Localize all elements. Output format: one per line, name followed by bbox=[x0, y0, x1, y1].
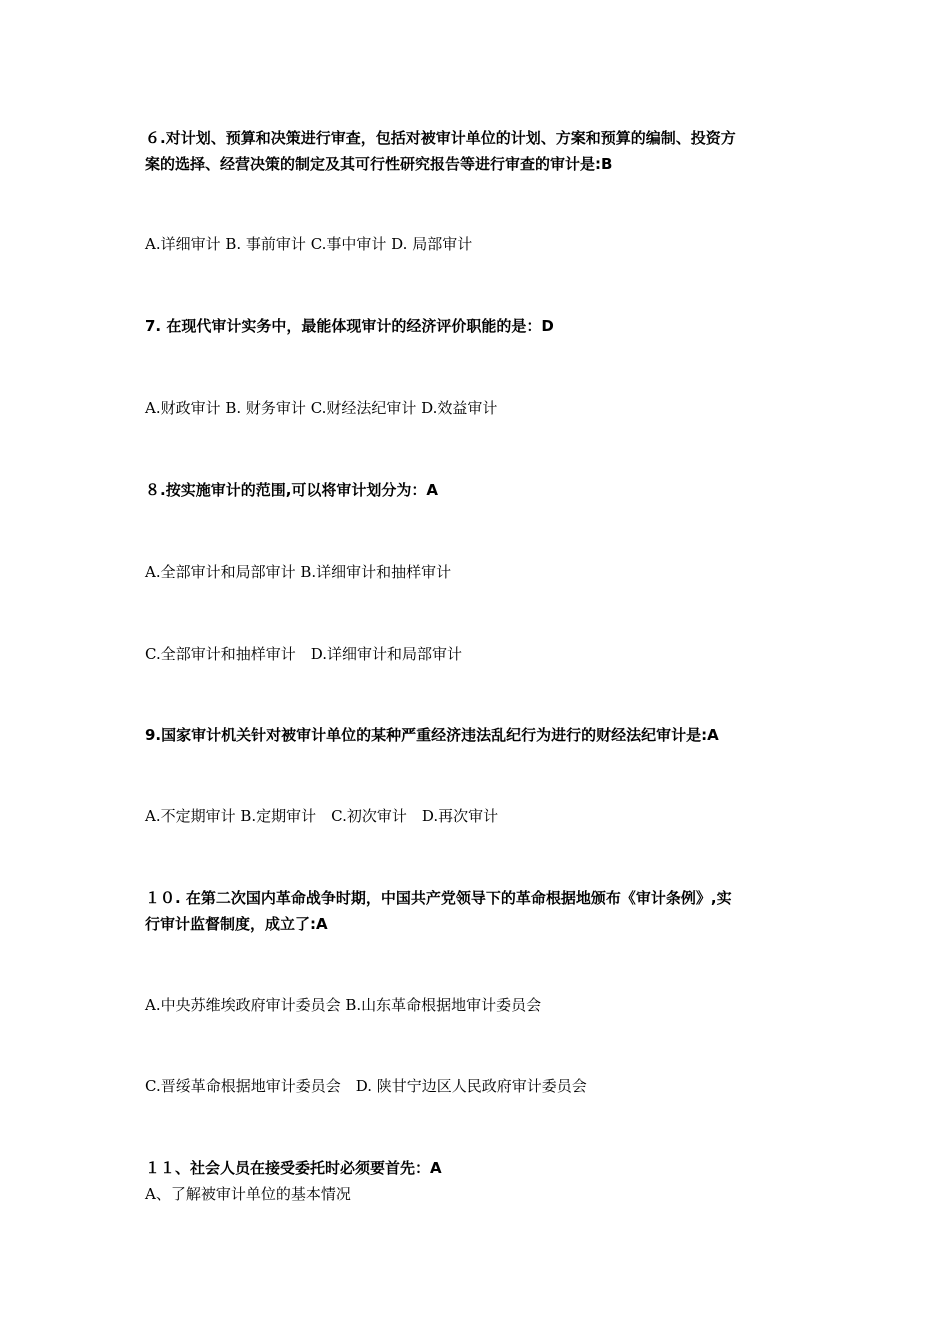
question-7: 7. 在现代审计实务中，最能体现审计的经济评价职能的是：D bbox=[145, 317, 554, 335]
question-10-options-a-b: A.中央苏维埃政府审计委员会 B.山东革命根据地审计委员会 bbox=[145, 996, 542, 1014]
question-11: １１、社会人员在接受委托时必须要首先：A bbox=[145, 1159, 442, 1177]
question-6-options: A.详细审计 B. 事前审计 C.事中审计 D. 局部审计 bbox=[145, 235, 473, 253]
question-11-option-a: A、了解被审计单位的基本情况 bbox=[145, 1185, 351, 1203]
question-10-line-2: 行审计监督制度，成立了:A bbox=[145, 915, 328, 933]
question-8-options-a-b: A.全部审计和局部审计 B.详细审计和抽样审计 bbox=[145, 563, 452, 581]
question-6-line-2: 案的选择、经营决策的制定及其可行性研究报告等进行审查的审计是:B bbox=[145, 155, 613, 173]
question-10-line-1: １０. 在第二次国内革命战争时期，中国共产党领导下的革命根据地颁布《审计条例》,实 bbox=[145, 889, 732, 907]
question-9: 9.国家审计机关针对被审计单位的某种严重经济违法乱纪行为进行的财经法纪审计是:A bbox=[145, 726, 719, 744]
question-8-options-c-d: C.全部审计和抽样审计 D.详细审计和局部审计 bbox=[145, 645, 462, 663]
question-7-options: A.财政审计 B. 财务审计 C.财经法纪审计 D.效益审计 bbox=[145, 399, 498, 417]
question-8: ８.按实施审计的范围,可以将审计划分为：A bbox=[145, 481, 439, 499]
question-10-options-c-d: C.晋绥革命根据地审计委员会 D. 陕甘宁边区人民政府审计委员会 bbox=[145, 1077, 587, 1095]
question-6-line-1: ６.对计划、预算和决策进行审查，包括对被审计单位的计划、方案和预算的编制、投资方 bbox=[145, 129, 736, 147]
question-9-options: A.不定期审计 B.定期审计 C.初次审计 D.再次审计 bbox=[145, 807, 499, 825]
